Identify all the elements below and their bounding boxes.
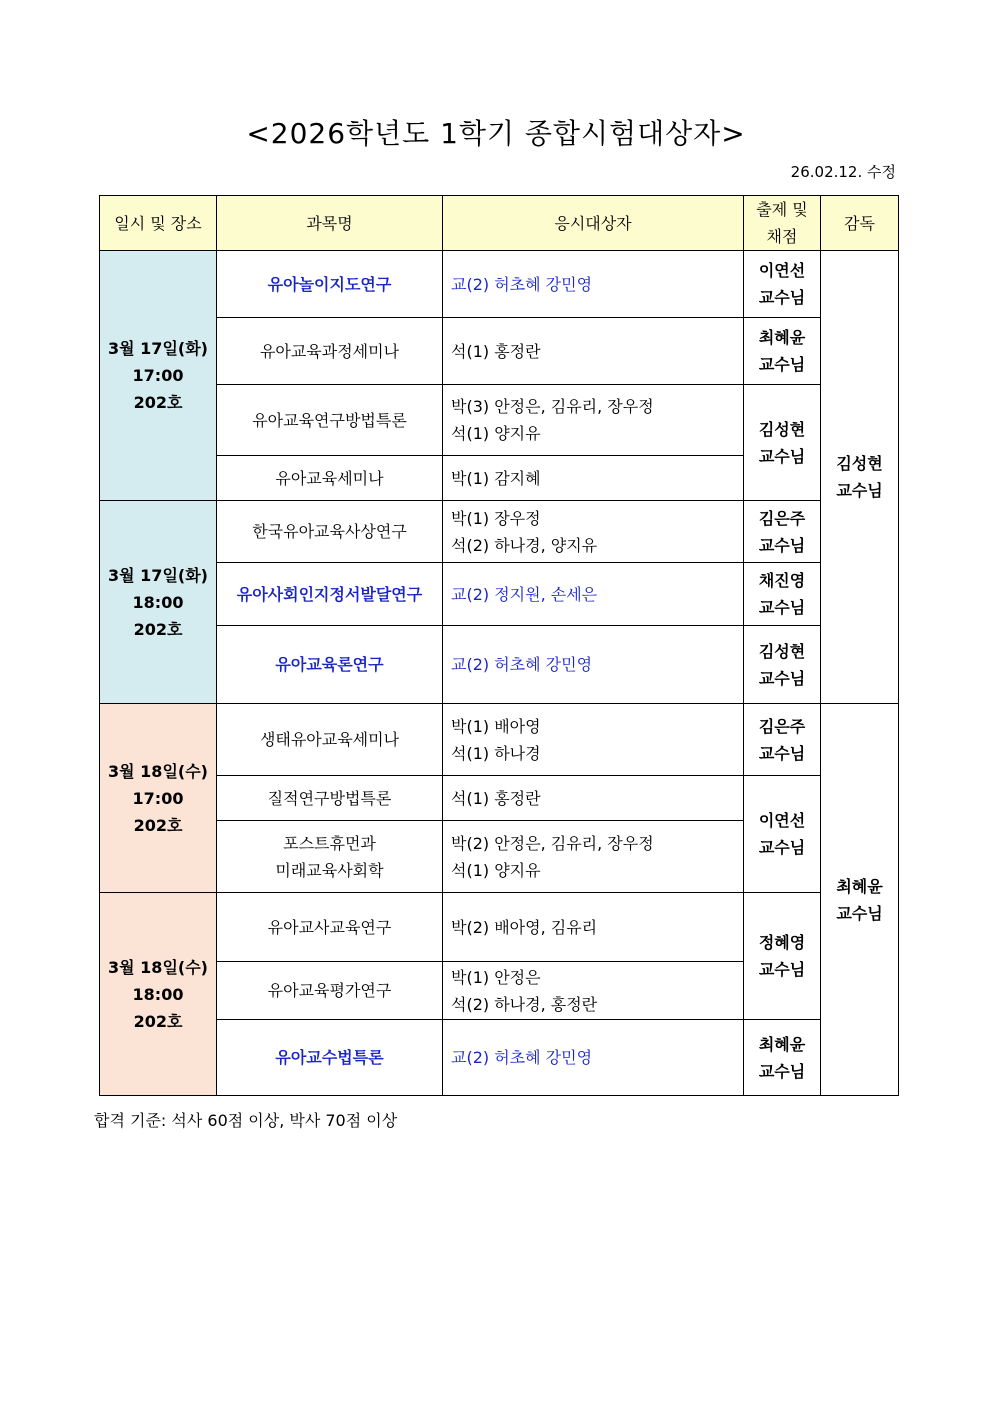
session-time: 17:00 [132,788,184,808]
session-room: 202호 [133,815,183,835]
supervisor-name: 김성현 [836,454,883,473]
header-supervisor: 감독 [821,196,899,251]
targets-cell [443,776,744,821]
target-line: 석(1) 양지유 [451,860,541,880]
target-line: 석(1) 홍정란 [451,788,541,808]
subject-cell: 질적연구방법특론 [217,776,443,821]
revision-date: 26.02.12. 수정 [790,163,896,181]
session-cell [100,893,217,1096]
session-cell [100,501,217,704]
target-line: 박(1) 배아영 [451,716,541,736]
prof-title: 교수님 [758,1061,806,1081]
targets-cell [443,1020,744,1096]
target-line: 박(2) 배아영, 김유리 [451,917,598,937]
subject-cell: 생태유아교육세미나 [217,704,443,776]
session-room: 202호 [133,619,183,639]
exam-schedule-table [99,195,899,1096]
session-date: 3월 17일(화) [108,339,208,358]
targets-cell [443,251,744,318]
prof-title: 교수님 [758,355,806,374]
prof-title: 교수님 [758,743,806,763]
session-date: 3월 17일(화) [108,565,208,585]
supervisor-title: 교수님 [836,481,883,500]
supervisor-cell [821,251,899,704]
pass-criteria-note: 합격 기준: 석사 60점 이상, 박사 70점 이상 [94,1111,398,1130]
session-room: 202호 [133,393,183,412]
prof-name: 김성현 [758,419,806,439]
target-line: 박(1) 감지혜 [451,468,541,488]
header-prof-line1: 출제 및 [756,200,808,219]
target-line: 교(2) 허초혜 강민영 [451,274,593,294]
subject-cell [217,821,443,893]
prof-title: 교수님 [758,288,806,307]
targets-cell [443,704,744,776]
session-time: 18:00 [132,984,184,1004]
prof-name: 채진영 [758,571,806,590]
target-line: 석(1) 하나경 [451,743,541,763]
targets-cell [443,501,744,563]
table-row [100,776,899,821]
prof-name: 김은주 [758,508,806,528]
session-time: 18:00 [132,592,184,612]
subject-cell: 유아교육과정세미나 [217,318,443,385]
subject-cell: 유아교수법특론 [217,1020,443,1096]
target-line: 박(2) 안정은, 김유리, 장우정 [451,833,654,853]
prof-name: 이연선 [758,261,806,280]
supervisor-name: 최혜윤 [836,876,883,896]
session-time: 17:00 [132,366,184,385]
header-prof-line2: 채점 [766,227,798,246]
prof-name: 최혜윤 [758,328,806,347]
supervisor-cell [821,704,899,1096]
prof-name: 정혜영 [758,933,806,952]
header-prof [744,196,821,251]
target-line: 석(2) 하나경, 양지유 [451,535,598,555]
table-row [100,318,899,385]
target-line: 석(1) 양지유 [451,424,541,443]
prof-cell [744,251,821,318]
session-date: 3월 18일(수) [108,957,208,977]
targets-cell [443,318,744,385]
prof-cell [744,1020,821,1096]
targets-cell [443,563,744,626]
target-line: 교(2) 허초혜 강민영 [451,655,593,674]
prof-title: 교수님 [758,446,806,466]
prof-cell [744,626,821,704]
subject-cell: 유아교사교육연구 [217,893,443,962]
subject-line: 미래교육사회학 [275,860,384,880]
target-line: 박(1) 안정은 [451,967,541,987]
table-row [100,1020,899,1096]
table-row [100,626,899,704]
subject-cell: 유아사회인지정서발달연구 [217,563,443,626]
prof-title: 교수님 [758,960,806,979]
prof-title: 교수님 [758,838,806,857]
table-row [100,251,899,318]
table-row [100,563,899,626]
subject-cell: 유아교육세미나 [217,456,443,501]
document-title: <2026학년도 1학기 종합시험대상자> [246,117,746,150]
prof-cell [744,776,821,893]
prof-title: 교수님 [758,535,806,555]
prof-cell [744,385,821,501]
subject-cell: 한국유아교육사상연구 [217,501,443,563]
subject-cell: 유아교육평가연구 [217,962,443,1020]
target-line: 교(2) 허초혜 강민영 [451,1048,593,1067]
table-row [100,501,899,563]
targets-cell [443,893,744,962]
targets-cell [443,626,744,704]
prof-name: 김은주 [758,716,806,736]
header-targets: 응시대상자 [443,196,744,251]
targets-cell [443,385,744,456]
target-line: 석(2) 하나경, 홍정란 [451,994,598,1014]
table-row [100,704,899,776]
prof-cell [744,318,821,385]
session-room: 202호 [133,1011,183,1031]
subject-line: 포스트휴먼과 [283,833,376,853]
prof-name: 김성현 [758,641,806,661]
target-line: 박(1) 장우정 [451,508,541,528]
targets-cell [443,962,744,1020]
table-row [100,893,899,962]
target-line: 박(3) 안정은, 김유리, 장우정 [451,397,654,416]
prof-title: 교수님 [758,598,806,617]
session-cell [100,251,217,501]
session-date: 3월 18일(수) [108,761,208,781]
header-subject: 과목명 [217,196,443,251]
prof-cell [744,704,821,776]
subject-cell: 유아교육연구방법특론 [217,385,443,456]
targets-cell [443,456,744,501]
prof-cell [744,893,821,1020]
table-header-row [100,196,899,251]
prof-name: 최혜윤 [758,1034,806,1054]
target-line: 교(2) 정지원, 손세은 [451,584,598,604]
prof-title: 교수님 [758,668,806,688]
supervisor-title: 교수님 [836,903,883,923]
prof-cell [744,563,821,626]
table-row [100,385,899,456]
subject-cell: 유아놀이지도연구 [217,251,443,318]
subject-cell: 유아교육론연구 [217,626,443,704]
targets-cell [443,821,744,893]
prof-cell [744,501,821,563]
session-cell [100,704,217,893]
header-date: 일시 및 장소 [100,196,217,251]
prof-name: 이연선 [758,811,806,830]
target-line: 석(1) 홍정란 [451,341,541,361]
